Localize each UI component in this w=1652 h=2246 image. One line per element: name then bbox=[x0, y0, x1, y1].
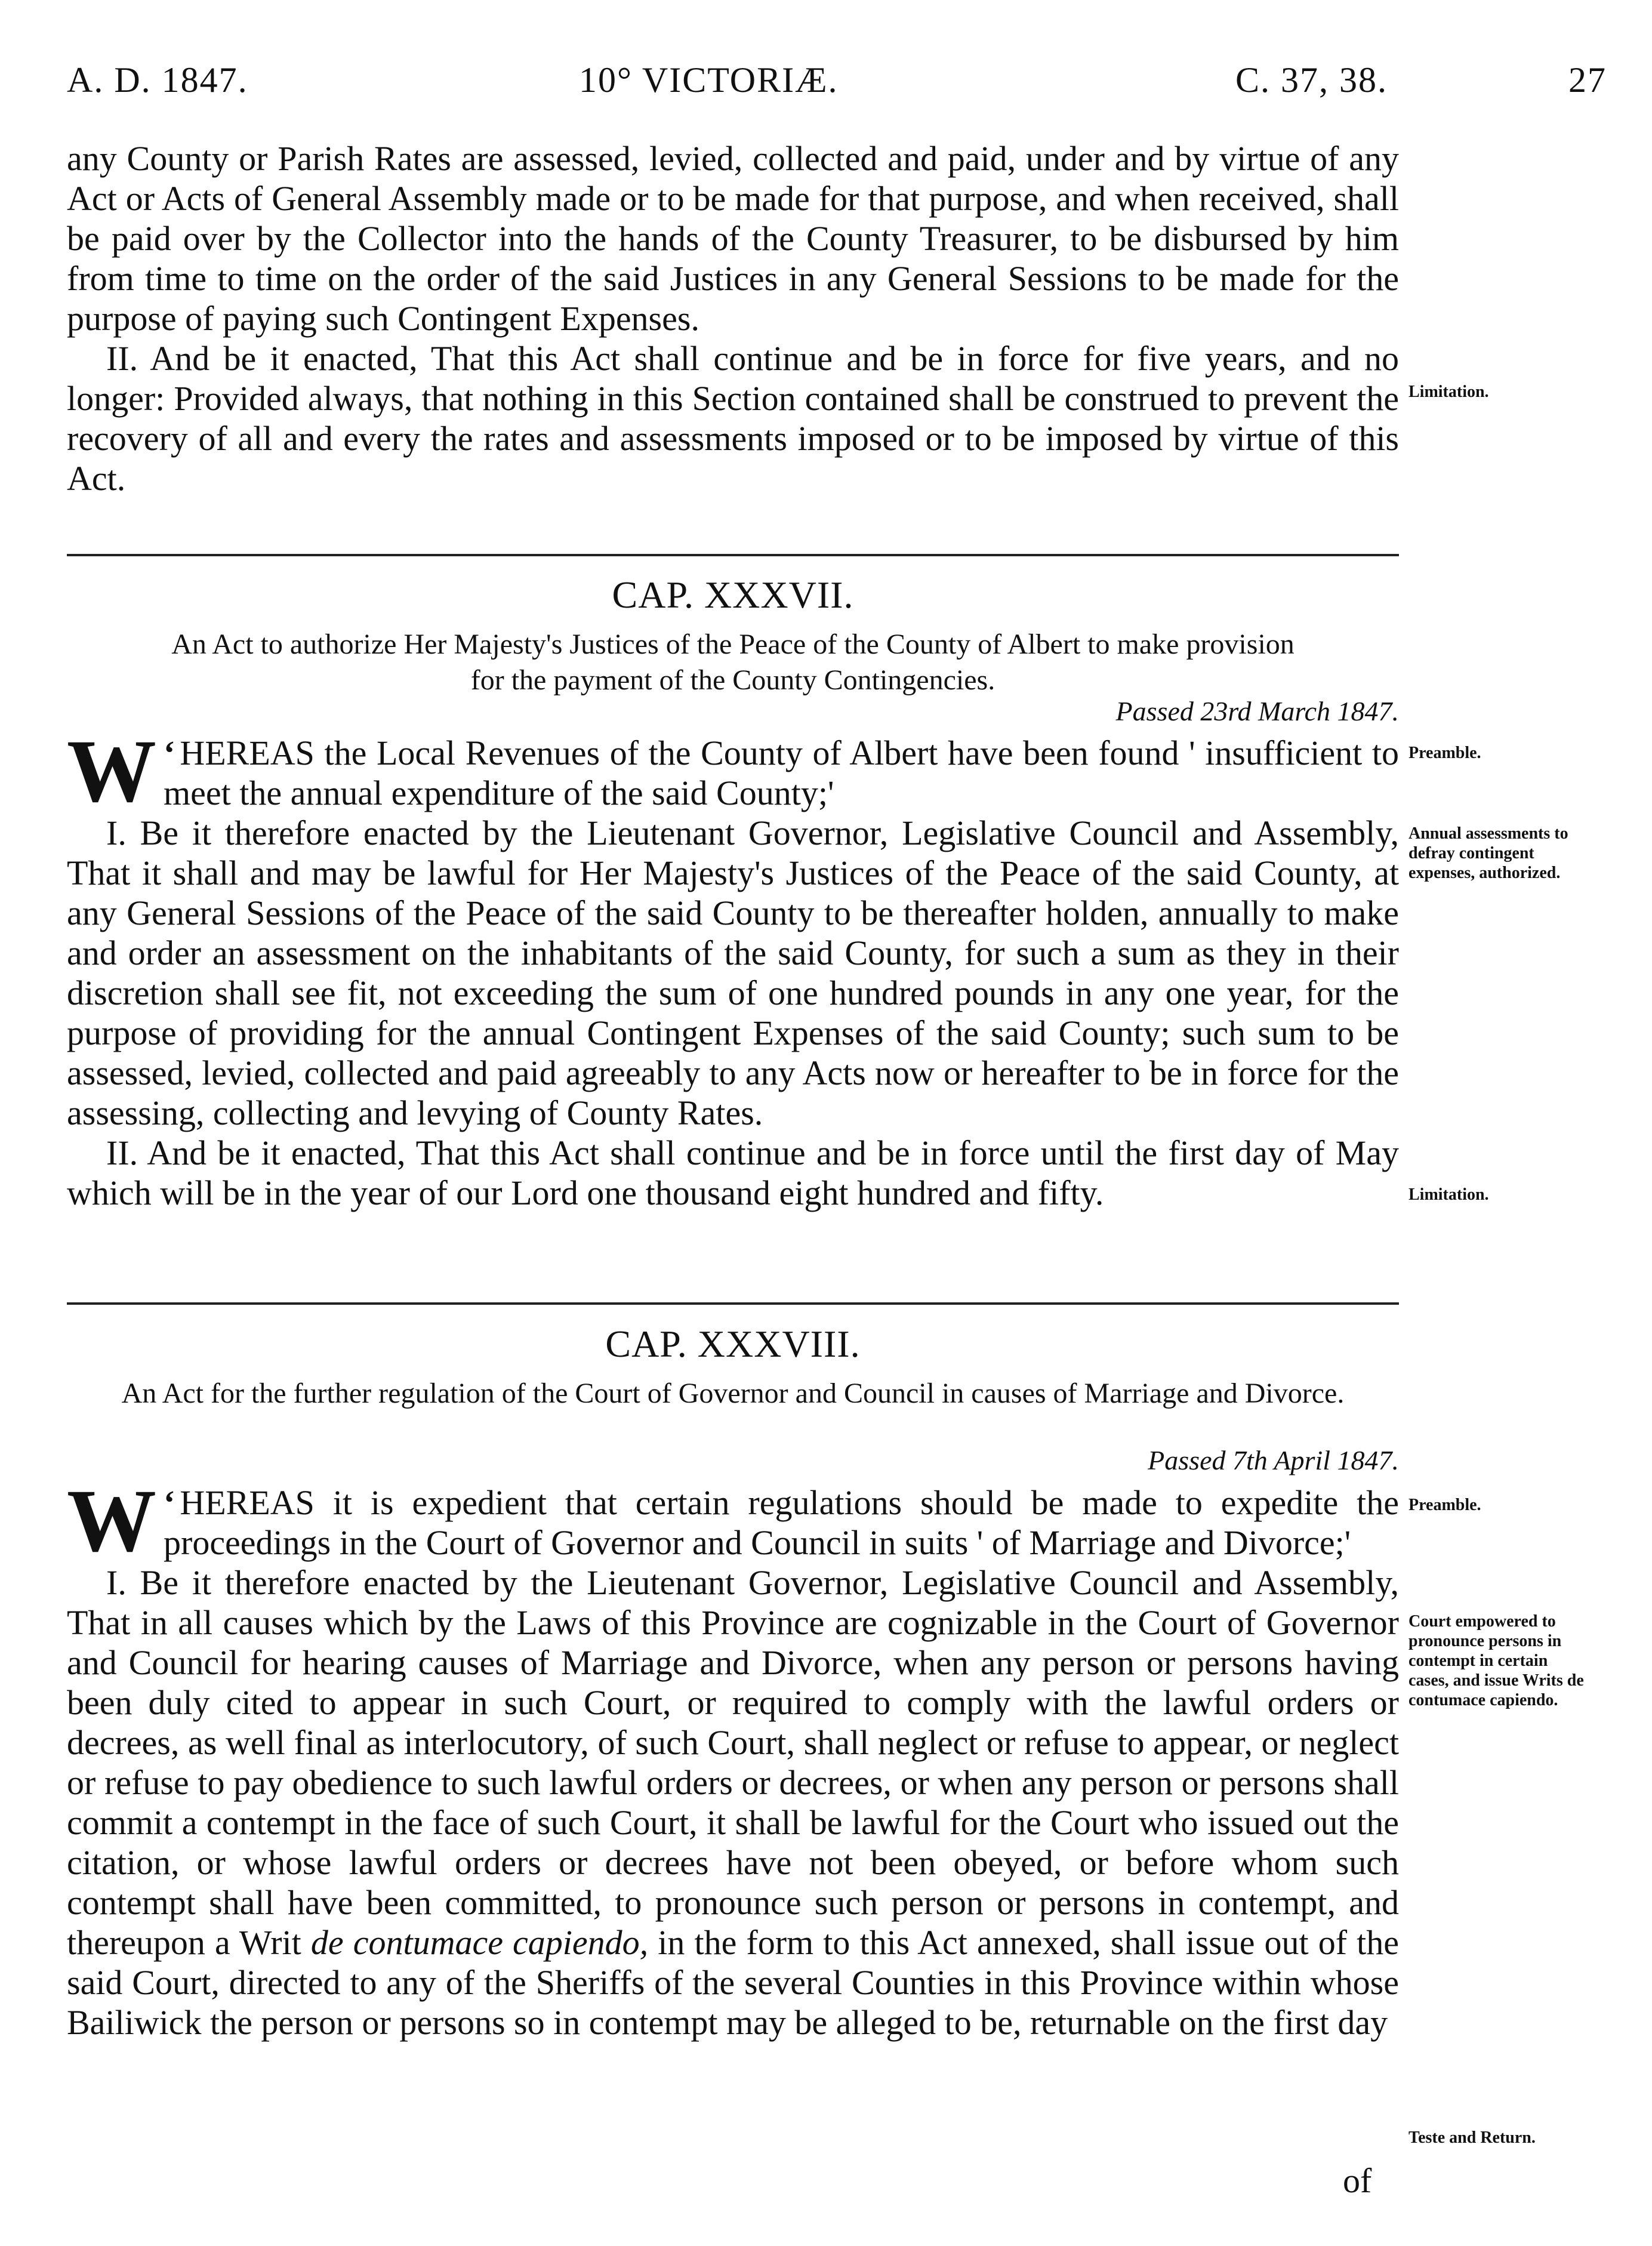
margin-note-court-empowered: Court empowered to pronounce persons in contempt in certain cases, and issue Writs de contumace capiendo. bbox=[1408, 1612, 1584, 1709]
chapter-title-38: An Act for the further regulation of the Court of Governor and Council in causes of Marriage and Divorce. bbox=[121, 1378, 1345, 1409]
chapter-heading-37: CAP. XXXVII. bbox=[612, 574, 854, 616]
cap38-body bbox=[67, 1471, 1400, 2042]
opening-quote-mark: ‘ bbox=[164, 734, 175, 772]
cap37-section-1: I. Be it therefore enacted by the Lieutenant Governor, Legislative Council and Assembly, That it shall and may be lawful for Her Majesty's Justices of the Peace of the said County, at any General Sessions of the Peace of the said County to be thereafter holden, annually to make and order an assessment on the inhabitants of the said County, for such a sum as they in their discretion shall see fit, not exceeding the sum of one hundred pounds in any one year, for the purpose of providing for the annual Contingent Expenses of the said County; such sum to be assessed, levied, collected and paid agreeably to any Acts now or hereafter to be in force for the assessing, collecting and levying of County Rates. bbox=[67, 814, 1399, 1132]
catchword: of bbox=[1343, 2161, 1372, 2200]
margin-note-preamble-37: Preamble. bbox=[1408, 744, 1481, 762]
running-header-date: A. D. 1847. bbox=[67, 60, 248, 100]
cap37-section-2: II. And be it enacted, That this Act shall continue and be in force until the first day of May which will be in the year of our Lord one thousand eight hundred and fifty. bbox=[67, 1133, 1399, 1212]
cap37-preamble-text: HEREAS the Local Revenues of the County of Albert have been found ' insufficient to meet the annual expenditure of the said County;' bbox=[164, 734, 1399, 812]
section-divider bbox=[67, 554, 1399, 556]
margin-note-annual-assessments: Annual assessments to defray contingent expenses, authorized. bbox=[1408, 824, 1568, 882]
margin-note-teste-return: Teste and Return. bbox=[1408, 2128, 1536, 2147]
cap38-preamble bbox=[67, 1471, 1399, 1570]
chapter-heading-38: CAP. XXXVIII. bbox=[605, 1323, 861, 1365]
margin-note-limitation-37: Limitation. bbox=[1408, 1185, 1489, 1204]
drop-cap-letter-38: W bbox=[67, 1471, 156, 1570]
opening-quote-mark-38: ‘ bbox=[164, 1483, 175, 1522]
running-header-regnal-year: 10° VICTORIÆ. bbox=[579, 60, 839, 100]
writ-name-italic: de contumace capiendo, bbox=[310, 1923, 649, 1962]
cap38-section-1-part-b: in the form to this Act annexed, shall issue out of the said Court, directed to any of the Sheriffs of the several Counties in this Province within whose Bailiwick the person or persons so in contempt may be alleged to be, returnable on the first day bbox=[67, 1923, 1400, 2042]
cap37-body bbox=[67, 722, 1399, 1213]
continuation-block bbox=[67, 138, 1399, 498]
running-header-chapters: C. 37, 38. bbox=[1235, 60, 1388, 100]
margin-note-preamble-38: Preamble. bbox=[1408, 1496, 1481, 1514]
margin-note-limitation: Limitation. bbox=[1408, 383, 1489, 401]
chapter-title-37: An Act to authorize Her Majesty's Justices of the Peace of the County of Albert to make provision for the payment of the County Contingencies. bbox=[171, 628, 1295, 696]
passed-date-37: Passed 23rd March 1847. bbox=[1115, 696, 1399, 726]
section-divider-2 bbox=[67, 1302, 1399, 1305]
page-number: 27 bbox=[1568, 60, 1607, 100]
cap37-preamble bbox=[67, 722, 1399, 821]
continuation-section-2: II. And be it enacted, That this Act shall continue and be in force for five years, and no longer: Provided always, that nothing in this Section contained shall be construed to prevent the recovery of all and every the rates and assessments imposed or to be imposed by virtue of this Act. bbox=[67, 339, 1399, 498]
cap38-preamble-text: HEREAS it is expedient that certain regulations should be made to expedite the proceedings in the Court of Governor and Council in suits ' of Marriage and Divorce;' bbox=[164, 1483, 1399, 1562]
cap38-section-1 bbox=[67, 1563, 1399, 2042]
passed-date-38: Passed 7th April 1847. bbox=[1148, 1445, 1399, 1475]
continuation-paragraph: any County or Parish Rates are assessed, levied, collected and paid, under and by virtue of any Act or Acts of General Assembly made or to be made for that purpose, and when received, shall be paid over by the Collector into the hands of the County Treasurer, to be disbursed by him from time to time on the order of the said Justices in any General Sessions to be made for the purpose of paying such Contingent Expenses. bbox=[67, 139, 1399, 338]
cap38-section-1-part-a: I. Be it therefore enacted by the Lieutenant Governor, Legislative Council and Assembly, That in all causes which by the Laws of this Province are cognizable in the Court of Governor and Council for hearing causes of Marriage and Divorce, when any person or persons having been duly cited to appear in such Court, or required to comply with the lawful orders or decrees, as well final as interlocutory, of such Court, shall neglect or refuse to appear, or neglect or refuse to pay obedience to such lawful orders or decrees, or when any person or persons shall commit a contempt in the face of such Court, it shall be lawful for the Court who issued out the citation, or whose lawful orders or decrees have not been obeyed, or before whom such contempt shall have been committed, to pronounce such person or persons in contempt, and thereupon a Writ bbox=[67, 1563, 1399, 1962]
drop-cap-letter: W bbox=[67, 722, 156, 821]
